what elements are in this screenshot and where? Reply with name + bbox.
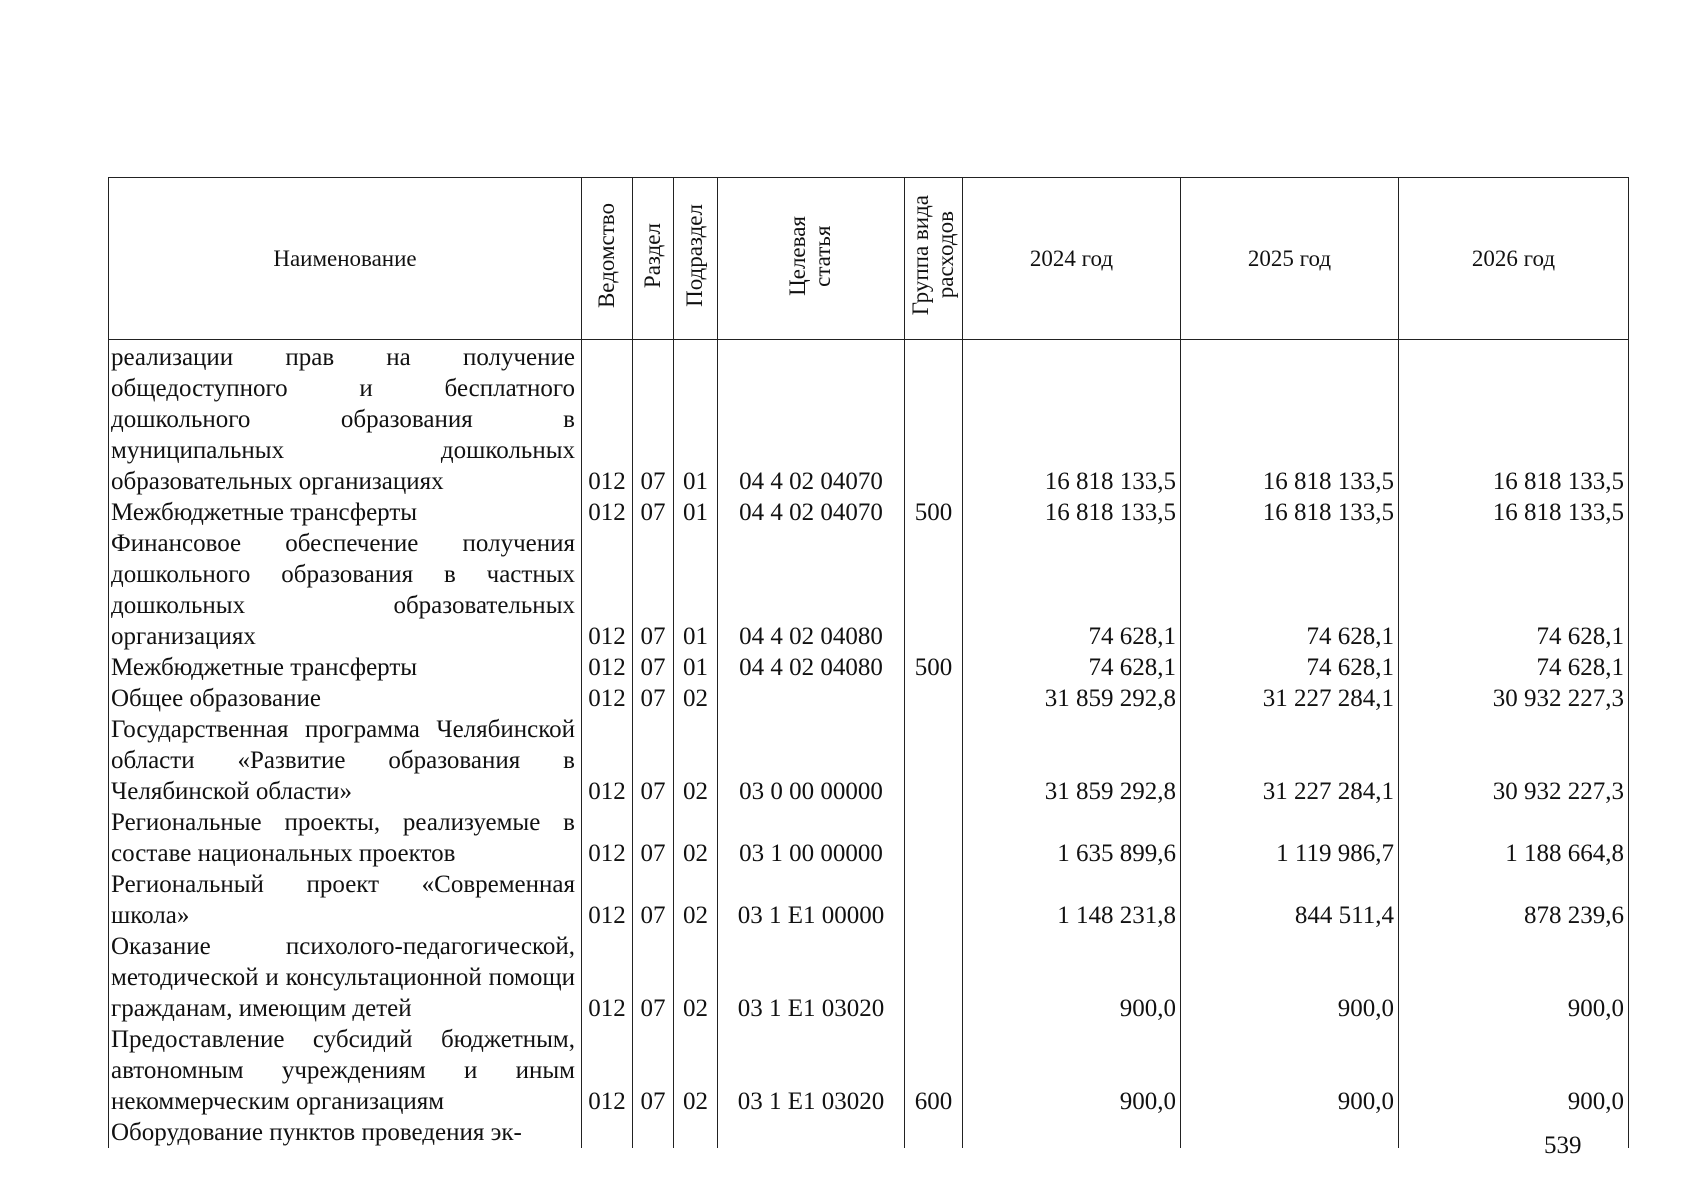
row-2025: 16 818 133,5	[1181, 497, 1399, 528]
row-vedomstvo: 012	[582, 652, 633, 683]
row-celevaya: 04 4 02 04080	[718, 652, 905, 683]
row-razdel: 07	[633, 1024, 674, 1117]
row-gruppa: 600	[905, 1024, 963, 1117]
row-2026: 16 818 133,5	[1399, 340, 1629, 498]
table-row	[109, 931, 1629, 1024]
row-2026: 900,0	[1399, 1024, 1629, 1117]
row-razdel: 07	[633, 807, 674, 869]
row-name: Региональные проекты, реализуемые в составе национальных проектов	[109, 807, 582, 869]
row-razdel: 07	[633, 714, 674, 807]
row-vedomstvo: 012	[582, 807, 633, 869]
row-podrazdel	[674, 1117, 718, 1148]
row-gruppa	[905, 1117, 963, 1148]
row-name: Финансовое обеспечение получения дошкольного образования в частных дошкольных образовательных организациях	[109, 528, 582, 652]
table-body	[109, 340, 1629, 1149]
header-celevaya-label	[786, 216, 836, 296]
row-vedomstvo	[582, 1117, 633, 1148]
row-podrazdel: 02	[674, 714, 718, 807]
row-vedomstvo: 012	[582, 714, 633, 807]
row-2026: 30 932 227,3	[1399, 683, 1629, 714]
row-name: Оборудование пунктов проведения эк-	[109, 1117, 582, 1148]
row-celevaya: 03 1 E1 03020	[718, 931, 905, 1024]
row-podrazdel: 01	[674, 497, 718, 528]
row-2025: 900,0	[1181, 931, 1399, 1024]
row-2024: 900,0	[963, 1024, 1181, 1117]
row-2024: 31 859 292,8	[963, 683, 1181, 714]
row-name: Региональный проект «Современная школа»	[109, 869, 582, 931]
row-2025: 16 818 133,5	[1181, 340, 1399, 498]
row-podrazdel: 02	[674, 683, 718, 714]
row-celevaya: 03 0 00 00000	[718, 714, 905, 807]
table-row	[109, 652, 1629, 683]
header-gruppa-label	[909, 195, 959, 315]
page-number: 539	[1544, 1132, 1582, 1159]
row-name: Предоставление субсидий бюджетным, автономным учреждениям и иным некоммерческим организациям	[109, 1024, 582, 1117]
row-gruppa	[905, 931, 963, 1024]
header-razdel-label: Раздел	[639, 222, 665, 289]
row-2024: 1 148 231,8	[963, 869, 1181, 931]
row-podrazdel: 02	[674, 1024, 718, 1117]
row-vedomstvo: 012	[582, 869, 633, 931]
row-podrazdel: 01	[674, 528, 718, 652]
header-celevaya-line2: статья	[810, 224, 835, 287]
table-row	[109, 340, 1629, 498]
table-row	[109, 869, 1629, 931]
row-gruppa	[905, 714, 963, 807]
row-podrazdel: 02	[674, 931, 718, 1024]
header-vedomstvo	[582, 178, 633, 340]
row-2024: 74 628,1	[963, 528, 1181, 652]
row-2024: 900,0	[963, 931, 1181, 1024]
row-2024: 16 818 133,5	[963, 497, 1181, 528]
row-2025: 31 227 284,1	[1181, 714, 1399, 807]
header-name: Наименование	[109, 178, 582, 340]
row-podrazdel: 01	[674, 652, 718, 683]
row-2026: 900,0	[1399, 931, 1629, 1024]
row-celevaya: 03 1 E1 03020	[718, 1024, 905, 1117]
row-celevaya: 04 4 02 04070	[718, 340, 905, 498]
row-podrazdel: 01	[674, 340, 718, 498]
row-2025: 74 628,1	[1181, 652, 1399, 683]
header-gruppa-line1: Группа вида	[907, 195, 933, 316]
header-vedomstvo-label: Ведомство	[593, 202, 619, 309]
header-gruppa	[905, 178, 963, 340]
row-razdel: 07	[633, 528, 674, 652]
row-gruppa: 500	[905, 652, 963, 683]
header-razdel	[633, 178, 674, 340]
row-name: Межбюджетные трансферты	[109, 497, 582, 528]
row-gruppa	[905, 869, 963, 931]
row-vedomstvo: 012	[582, 1024, 633, 1117]
table-header	[109, 178, 1629, 340]
row-celevaya: 03 1 E1 00000	[718, 869, 905, 931]
row-2024: 16 818 133,5	[963, 340, 1181, 498]
row-vedomstvo: 012	[582, 340, 633, 498]
row-2025: 74 628,1	[1181, 528, 1399, 652]
budget-sheet	[108, 177, 1628, 1148]
row-razdel: 07	[633, 497, 674, 528]
table-row	[109, 497, 1629, 528]
row-vedomstvo: 012	[582, 931, 633, 1024]
header-2024: 2024 год	[963, 178, 1181, 340]
row-name: Межбюджетные трансферты	[109, 652, 582, 683]
row-vedomstvo: 012	[582, 528, 633, 652]
row-celevaya	[718, 683, 905, 714]
header-gruppa-line2: расходов	[932, 211, 958, 300]
row-2026: 74 628,1	[1399, 652, 1629, 683]
row-2024: 31 859 292,8	[963, 714, 1181, 807]
row-2024	[963, 1117, 1181, 1148]
header-2026: 2026 год	[1399, 178, 1629, 340]
row-razdel: 07	[633, 340, 674, 498]
row-2026	[1399, 1117, 1629, 1148]
row-razdel	[633, 1117, 674, 1148]
table-row	[109, 683, 1629, 714]
row-vedomstvo: 012	[582, 683, 633, 714]
row-2026: 74 628,1	[1399, 528, 1629, 652]
row-gruppa	[905, 807, 963, 869]
row-celevaya: 04 4 02 04070	[718, 497, 905, 528]
row-name: реализации прав на получение общедоступного и бесплатного дошкольного образования в муниципальных дошкольных образовательных организациях	[109, 340, 582, 498]
row-gruppa	[905, 340, 963, 498]
header-celevaya-line1: Целевая	[785, 215, 811, 296]
row-razdel: 07	[633, 869, 674, 931]
budget-table	[108, 177, 1629, 1148]
row-name: Общее образование	[109, 683, 582, 714]
row-2026: 16 818 133,5	[1399, 497, 1629, 528]
header-podrazdel-label: Подраздел	[682, 204, 708, 307]
table-row	[109, 1024, 1629, 1117]
row-2025: 31 227 284,1	[1181, 683, 1399, 714]
row-2026: 1 188 664,8	[1399, 807, 1629, 869]
row-podrazdel: 02	[674, 869, 718, 931]
row-2026: 30 932 227,3	[1399, 714, 1629, 807]
row-vedomstvo: 012	[582, 497, 633, 528]
table-row	[109, 807, 1629, 869]
row-celevaya: 04 4 02 04080	[718, 528, 905, 652]
table-row	[109, 1117, 1629, 1148]
table-row	[109, 714, 1629, 807]
row-razdel: 07	[633, 931, 674, 1024]
row-podrazdel: 02	[674, 807, 718, 869]
row-2024: 74 628,1	[963, 652, 1181, 683]
row-celevaya	[718, 1117, 905, 1148]
row-gruppa: 500	[905, 497, 963, 528]
row-2025	[1181, 1117, 1399, 1148]
row-gruppa	[905, 528, 963, 652]
header-2025: 2025 год	[1181, 178, 1399, 340]
header-celevaya-statya	[718, 178, 905, 340]
row-2026: 878 239,6	[1399, 869, 1629, 931]
header-podrazdel	[674, 178, 718, 340]
row-celevaya: 03 1 00 00000	[718, 807, 905, 869]
row-gruppa	[905, 683, 963, 714]
row-name: Государственная программа Челябинской области «Развитие образования в Челябинской области»	[109, 714, 582, 807]
row-razdel: 07	[633, 683, 674, 714]
row-name: Оказание психолого-педагогической, методической и консультационной помощи гражданам, имеющим детей	[109, 931, 582, 1024]
row-2025: 900,0	[1181, 1024, 1399, 1117]
table-row	[109, 528, 1629, 652]
row-2025: 844 511,4	[1181, 869, 1399, 931]
row-razdel: 07	[633, 652, 674, 683]
row-2024: 1 635 899,6	[963, 807, 1181, 869]
row-2025: 1 119 986,7	[1181, 807, 1399, 869]
